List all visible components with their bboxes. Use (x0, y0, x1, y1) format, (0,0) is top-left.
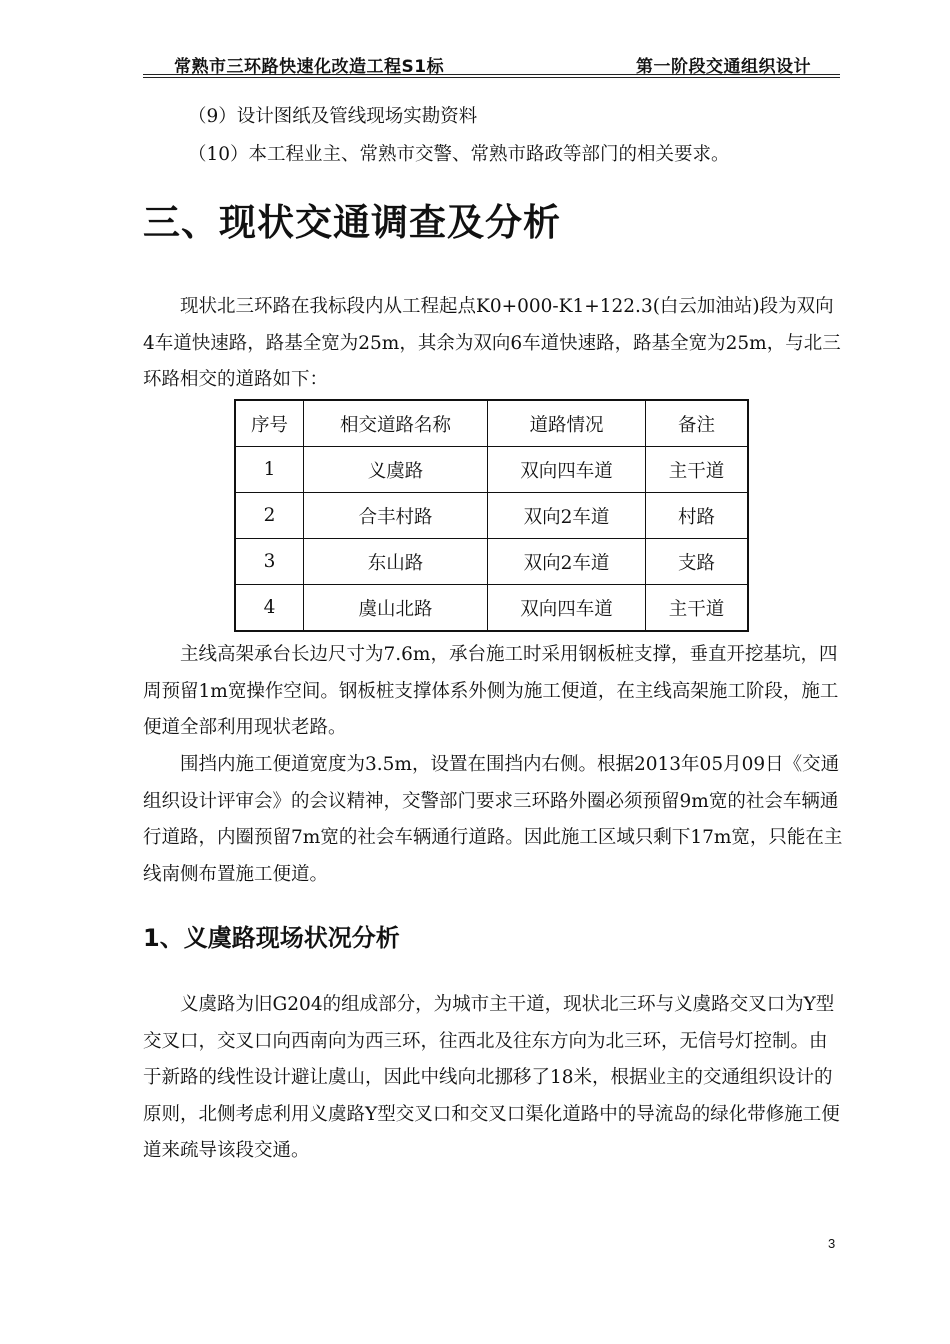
page-number: 3 (828, 1236, 836, 1251)
table-row (235, 585, 748, 632)
table-cell: 3 (235, 539, 304, 585)
reference-item-9: （9）设计图纸及管线现场实勘资料 (188, 106, 478, 127)
header-document-title: 第一阶段交通组织设计 (636, 57, 811, 77)
reference-item-10: （10）本工程业主、常熟市交警、常熟市路政等部门的相关要求。 (188, 144, 730, 165)
table-cell: 东山路 (304, 539, 488, 585)
table-row (235, 493, 748, 539)
table-cell: 支路 (646, 539, 749, 585)
paragraph-yiyu-road: 义虞路为旧G204的组成部分，为城市主干道，现状北三环与义虞路交叉口为Y型交叉口，交叉口向西南向为西三环，往西北及往东方向为北三环，无信号灯控制。由于新路的线性设计避让虞山，因此中线向北挪移了18米，根据业主的交通组织设计的原则，北侧考虑利用义虞路Y型交叉口和交叉口渠化道路中的导流岛的绿化带修施工便道来疏导该段交通。 (143, 994, 840, 1161)
table-cell: 1 (235, 447, 304, 493)
table-header-cell: 相交道路名称 (304, 400, 488, 447)
table-cell: 合丰村路 (304, 493, 488, 539)
table-header-cell: 序号 (235, 400, 304, 447)
table-cell: 村路 (646, 493, 749, 539)
table-cell: 虞山北路 (304, 585, 488, 632)
table-cell: 双向2车道 (488, 539, 646, 585)
header-rule (143, 74, 840, 75)
table-cell: 4 (235, 585, 304, 632)
paragraph-temporary-road: 围挡内施工便道宽度为3.5m，设置在围挡内右侧。根据2013年05月09日《交通组织设计评审会》的会议精神，交警部门要求三环路外圈必须预留9m宽的社会车辆通行道路，内圈预留7m宽的社会车辆通行道路。因此施工区域只剩下17m宽，只能在主线南侧布置施工便道。 (143, 754, 843, 885)
table-header-cell: 道路情况 (488, 400, 646, 447)
table-cell: 双向四车道 (488, 585, 646, 632)
table-cell: 主干道 (646, 585, 749, 632)
table-cell: 双向四车道 (488, 447, 646, 493)
table-cell: 主干道 (646, 447, 749, 493)
paragraph-pile-cap: 主线高架承台长边尺寸为7.6m，承台施工时采用钢板桩支撑，垂直开挖基坑，四周预留1m宽操作空间。钢板桩支撑体系外侧为施工便道，在主线高架施工阶段，施工便道全部利用现状老路。 (143, 644, 839, 738)
header-project-title: 常熟市三环路快速化改造工程S1标 (174, 57, 445, 77)
section-title: 三、现状交通调查及分析 (143, 201, 561, 244)
table-cell: 2 (235, 493, 304, 539)
intersecting-roads-table (234, 399, 749, 632)
table-header-row (235, 400, 748, 447)
table-cell: 义虞路 (304, 447, 488, 493)
header-rule-thin (143, 77, 840, 78)
table-row (235, 539, 748, 585)
subsection-title: 1、义虞路现场状况分析 (143, 924, 400, 952)
table-cell: 双向2车道 (488, 493, 646, 539)
paragraph-road-status: 现状北三环路在我标段内从工程起点K0+000-K1+122.3(白云加油站)段为双向4车道快速路，路基全宽为25m，其余为双向6车道快速路，路基全宽为25m，与北三环路相交的道路如下： (143, 296, 841, 390)
table-header-cell: 备注 (646, 400, 749, 447)
table-row (235, 447, 748, 493)
